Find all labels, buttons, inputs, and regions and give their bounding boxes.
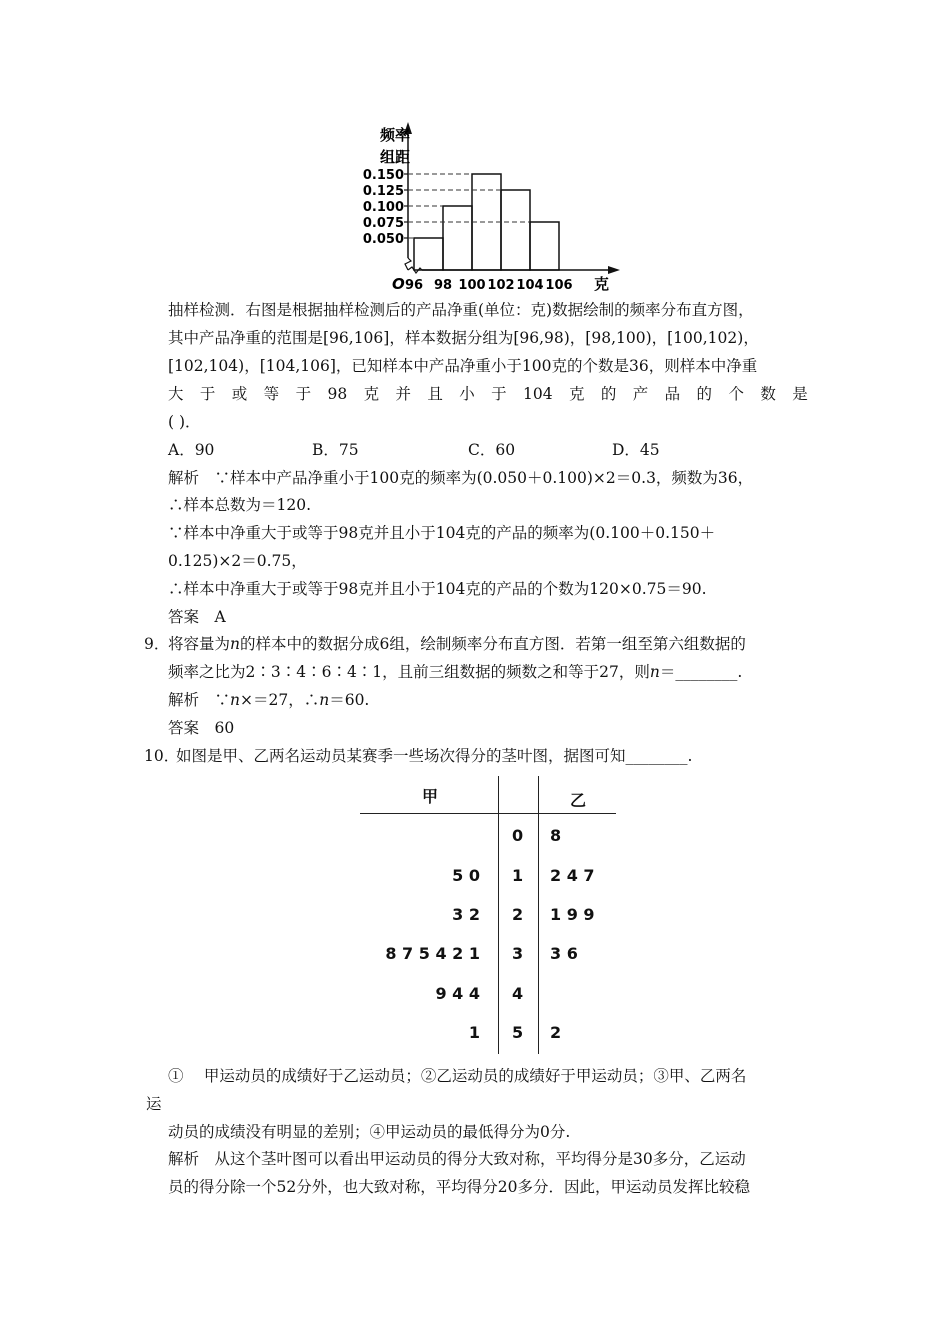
- stem-leaf-right-header: 乙: [570, 791, 587, 810]
- stem-leaf-left-rule: [498, 776, 499, 1054]
- q8-line-4-word: 品: [664, 385, 681, 403]
- y-tick-label: 0.125: [362, 184, 404, 199]
- stem-leaf-right-leaves: 1 9 9: [550, 905, 595, 924]
- x-tick-label: 96: [404, 278, 424, 293]
- stem-leaf-stem: 3: [512, 944, 524, 963]
- q9-number: 9．: [144, 635, 170, 653]
- y-tick-label: 0.150: [362, 168, 404, 183]
- q8-line-4-word: 98: [327, 385, 348, 403]
- histogram-bar: [443, 206, 472, 270]
- q8-solution-4: 0.125)×2＝0.75，: [168, 552, 307, 570]
- q9-solution: 解析 ∵n×＝27，∴n＝60.: [168, 691, 370, 709]
- histogram-bar: [501, 190, 530, 270]
- q8-line-4-word: 并: [395, 385, 411, 403]
- stem-leaf-left-leaves: 5 0: [452, 866, 480, 885]
- q8-line-4: [168, 384, 808, 404]
- y-tick-label: 0.050: [362, 232, 404, 247]
- stem-leaf-right-leaves: 3 6: [550, 944, 578, 963]
- x-tick-label: 104: [516, 278, 544, 293]
- q8-solution-3: ∵样本中净重大于或等于98克并且小于104克的产品的频率为(0.100＋0.150＋: [168, 524, 716, 542]
- q8-line-4-word: 且: [427, 385, 443, 403]
- frequency-histogram: [340, 118, 640, 298]
- x-axis-label: 克: [594, 275, 610, 293]
- q10-options-line-1-wrap: 运: [146, 1095, 162, 1113]
- q10-solution-2: 员的得分除一个52分外，也大致对称，平均得分20多分．因此，甲运动员发挥比较稳: [168, 1178, 750, 1196]
- q8-line-4-word: 于: [491, 385, 507, 403]
- y-axis-label-bottom: 组距: [380, 148, 411, 166]
- q8-line-4-word: 的: [696, 385, 713, 403]
- stem-leaf-stem: 2: [512, 905, 524, 924]
- stem-leaf-right-leaves: 2 4 7: [550, 866, 595, 885]
- option-d: D．45: [612, 441, 660, 459]
- x-tick-label: 100: [458, 278, 486, 293]
- stem-leaf-header-rule: [360, 813, 616, 814]
- q8-line-4-word: 是: [792, 385, 808, 403]
- x-tick-label: 98: [433, 278, 453, 293]
- q8-line-4-word: 于: [295, 385, 312, 403]
- stem-leaf-right-leaves: 8: [550, 826, 562, 845]
- stem-leaf-left-header: 甲: [422, 787, 439, 806]
- q8-line-4-word: 于: [199, 385, 216, 403]
- q8-line-4-word: 大: [168, 385, 184, 403]
- q8-line-1: 抽样检测．右图是根据抽样检测后的产品净重(单位：克)数据绘制的频率分布直方图，: [168, 301, 754, 319]
- stem-leaf-right-leaves: 2: [550, 1023, 562, 1042]
- stem-leaf-stem: 1: [512, 866, 524, 885]
- q8-line-4-word: 小: [459, 385, 475, 403]
- q10-text: 如图是甲、乙两名运动员某赛季一些场次得分的茎叶图，据图可知________.: [176, 747, 693, 765]
- q8-line-4-word: 104: [523, 385, 553, 403]
- q8-solution-5: ∴样本中净重大于或等于98克并且小于104克的产品的个数为120×0.75＝90.: [168, 580, 707, 598]
- stem-leaf-stem: 0: [512, 826, 524, 845]
- q10-solution-1: 解析 从这个茎叶图可以看出甲运动员的得分大致对称，平均得分是30多分，乙运动: [168, 1150, 746, 1168]
- stem-leaf-left-leaves: 9 4 4: [435, 984, 480, 1003]
- origin-label: O: [392, 275, 405, 293]
- q9-line-2: 频率之比为2∶3∶4∶6∶4∶1，且前三组数据的频数之和等于27，则n＝________.: [168, 663, 743, 681]
- x-tick-label: 106: [545, 278, 573, 293]
- y-tick-label: 0.100: [362, 200, 404, 215]
- q8-answer: 答案 A: [168, 608, 226, 626]
- stem-leaf-right-rule: [538, 776, 539, 1054]
- stem-leaf-left-leaves: 1: [468, 1023, 480, 1042]
- stem-leaf-left-leaves: 8 7 5 4 2 1: [385, 944, 480, 963]
- q10-options-line-1: ① 甲运动员的成绩好于乙运动员；②乙运动员的成绩好于甲运动员；③甲、乙两名: [168, 1067, 747, 1085]
- q8-line-4-word: 克: [568, 385, 585, 403]
- q10-number: 10．: [144, 747, 180, 765]
- histogram-bar: [414, 238, 443, 270]
- stem-leaf-left-leaves: 3 2: [452, 905, 480, 924]
- q9-line-1: 将容量为n的样本中的数据分成6组，绘制频率分布直方图．若第一组至第六组数据的: [168, 635, 746, 653]
- q8-line-2: 其中产品净重的范围是[96,106]，样本数据分组为[96,98)，[98,100)，[100,102)，: [168, 329, 759, 347]
- q8-line-4-word: 数: [760, 385, 776, 403]
- histogram-bar: [530, 222, 559, 270]
- q10-options-line-2: 动员的成绩没有明显的差别；④甲运动员的最低得分为0分.: [168, 1123, 571, 1141]
- q8-line-4-word: 的: [600, 385, 617, 403]
- option-b: B．75: [312, 441, 359, 459]
- option-c: C．60: [468, 441, 516, 459]
- q9-answer: 答案 60: [168, 719, 235, 737]
- y-tick-label: 0.075: [362, 216, 404, 231]
- stem-leaf-stem: 5: [512, 1023, 524, 1042]
- q8-line-4-word: 等: [263, 385, 280, 403]
- q8-line-3: [102,104)，[104,106]，已知样本中产品净重小于100克的个数是36，则样本中净重: [168, 357, 758, 375]
- option-a: A．90: [168, 441, 215, 459]
- q8-line-4-word: 或: [231, 385, 248, 403]
- stem-leaf-plot: [360, 776, 620, 1056]
- q8-line-4-word: 克: [363, 385, 380, 403]
- q8-solution-1: 解析 ∵样本中产品净重小于100克的频率为(0.050＋0.100)×2＝0.3，频数为36，: [168, 469, 754, 487]
- x-tick-label: 102: [487, 278, 515, 293]
- stem-leaf-stem: 4: [512, 984, 524, 1003]
- q8-answer-parens: ( )．: [168, 413, 201, 431]
- y-axis-label-top: 频率: [380, 126, 411, 144]
- q8-solution-2: ∴样本总数为＝120.: [168, 496, 312, 514]
- q8-line-4-word: 产: [632, 385, 649, 403]
- x-axis-arrow: [608, 266, 620, 274]
- q8-line-4-word: 个: [728, 385, 744, 403]
